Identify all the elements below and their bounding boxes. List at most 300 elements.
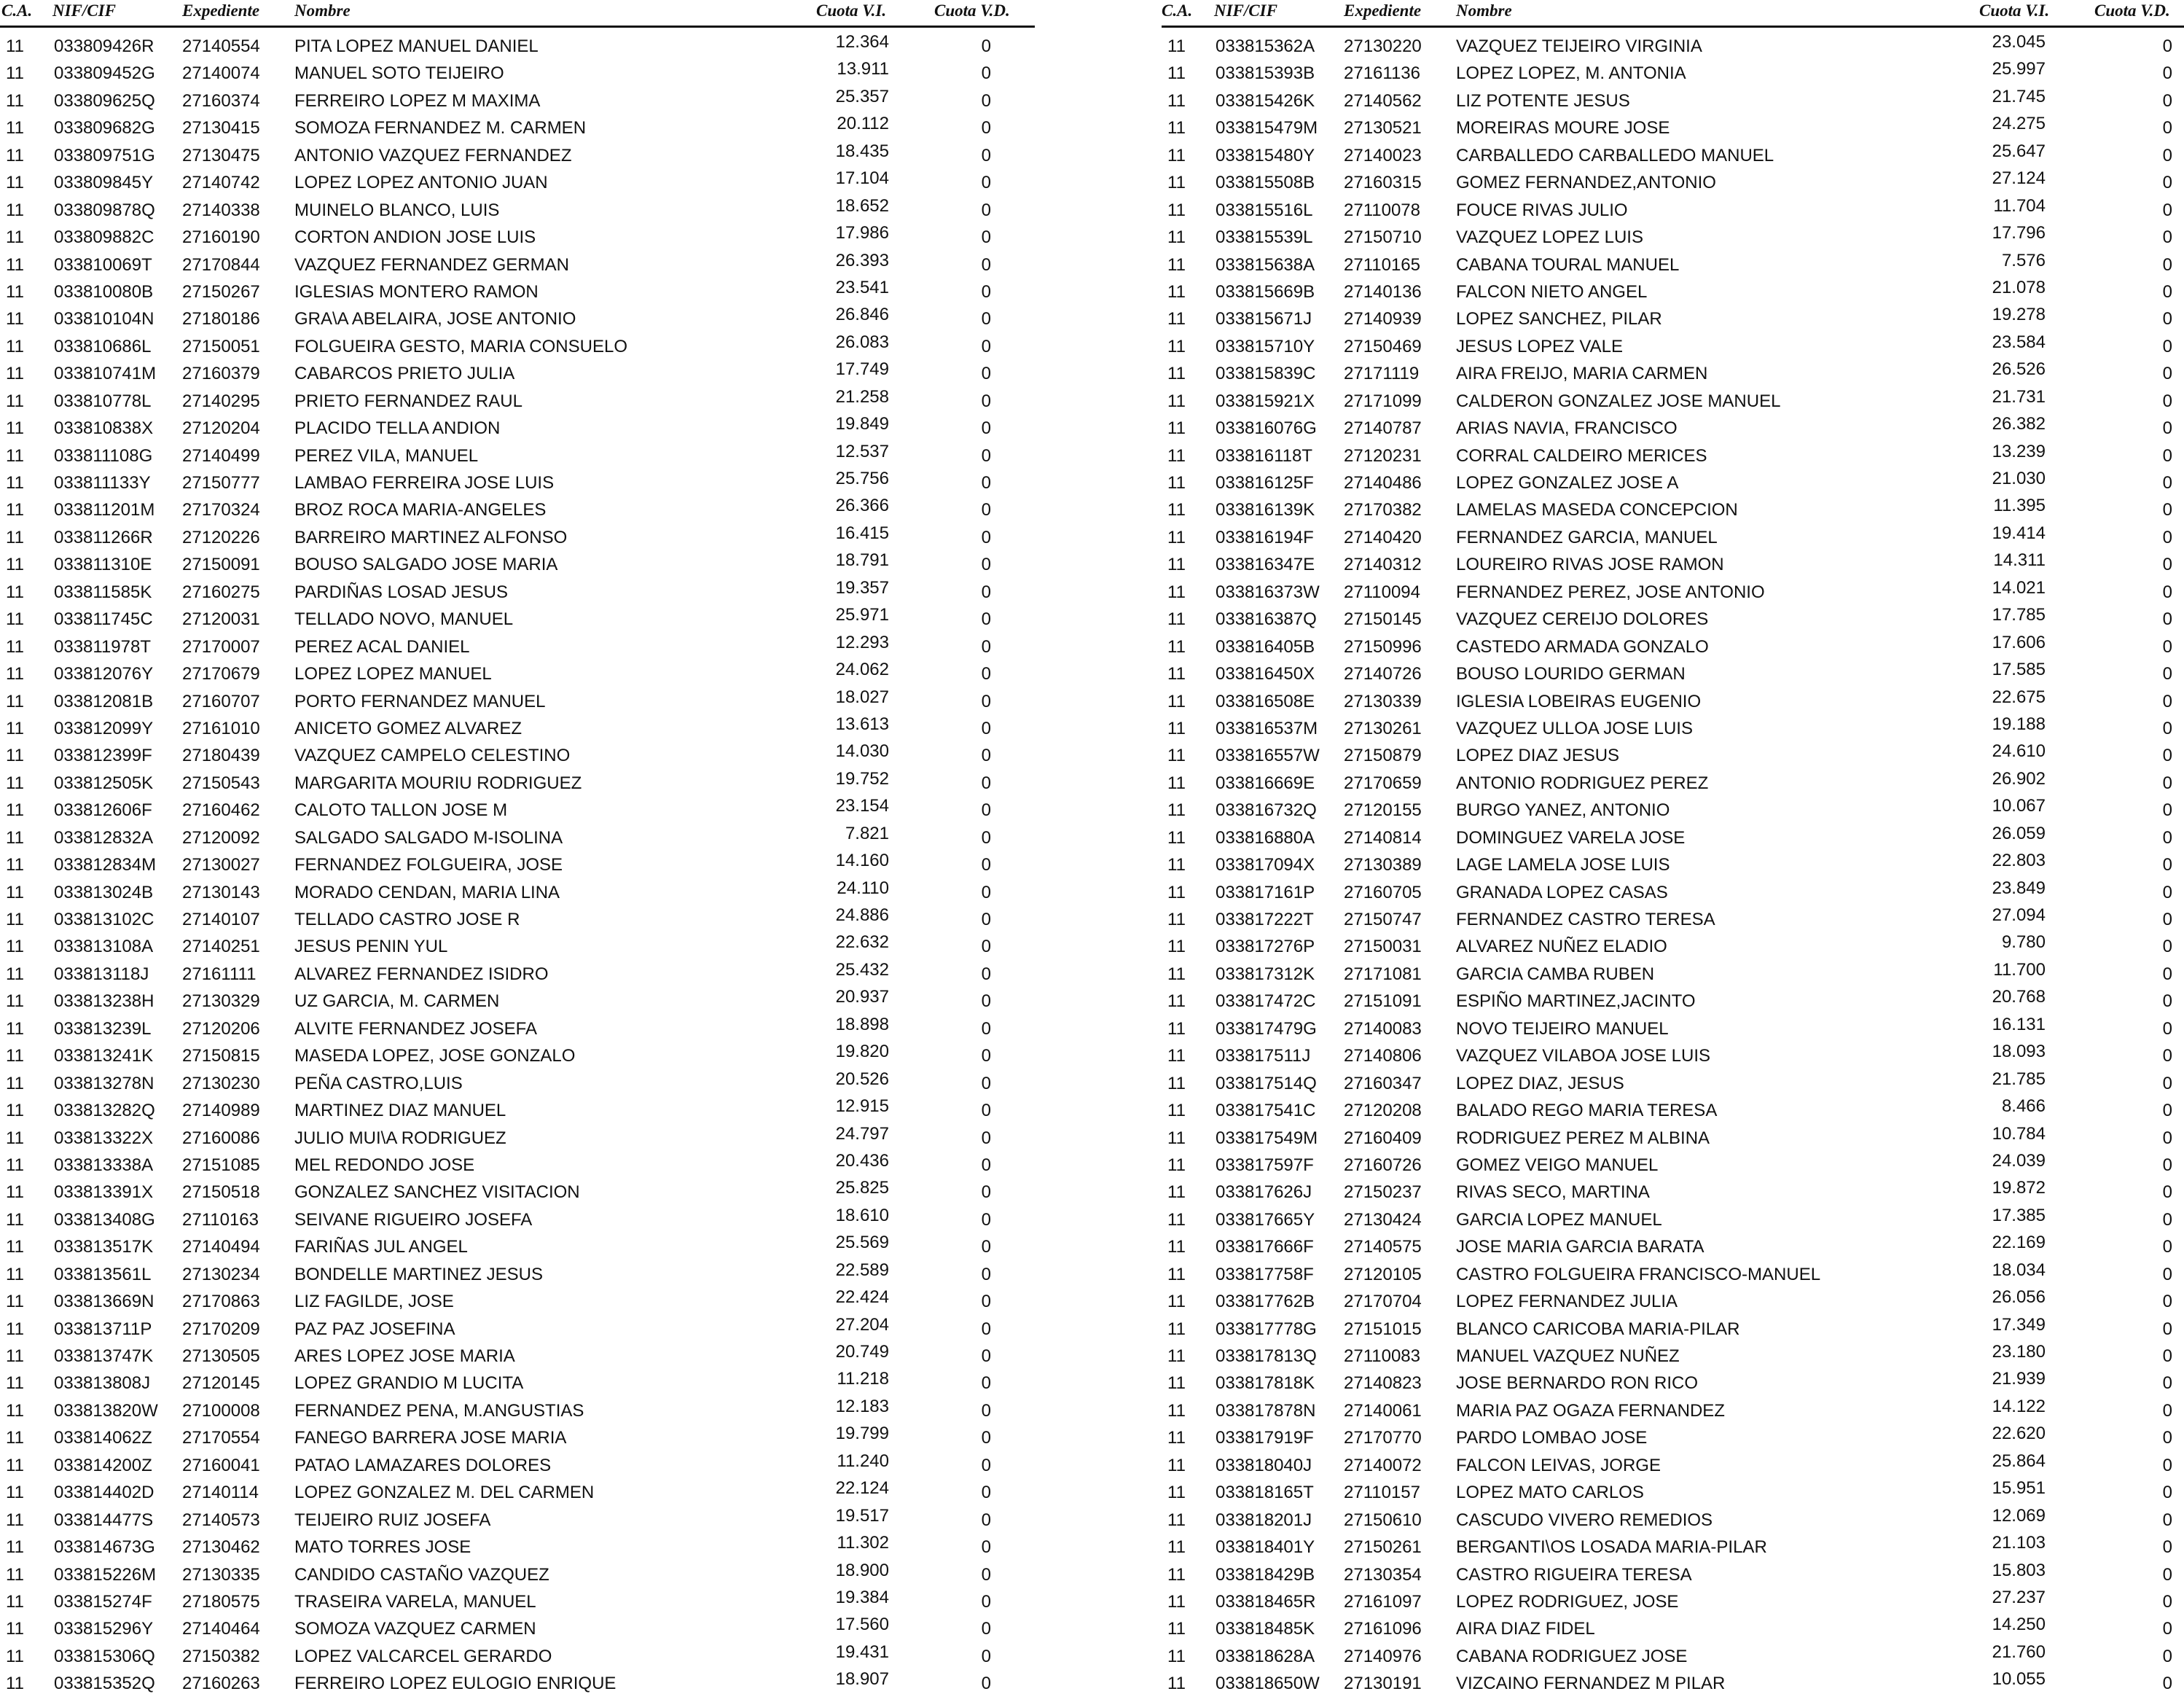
- cell-nif-cif: 033809882C: [54, 227, 154, 248]
- cell-cuota-vi: 23.045: [1992, 32, 2046, 52]
- cell-nombre: CABANA TOURAL MANUEL: [1456, 254, 1680, 275]
- cell-nombre: LOPEZ GRANDIO M LUCITA: [294, 1373, 524, 1394]
- cell-nif-cif: 033815362A: [1216, 36, 1315, 56]
- cell-expediente: 27130191: [1344, 1674, 1422, 1694]
- cell-cuota-vd: 0: [981, 1373, 991, 1394]
- cell-nombre: LOPEZ LOPEZ MANUEL: [294, 664, 492, 684]
- cell-cuota-vi: 18.791: [835, 550, 889, 571]
- cell-cuota-vd: 0: [2162, 145, 2172, 165]
- cell-ca: 11: [1167, 418, 1186, 439]
- cell-expediente: 27180439: [182, 746, 260, 766]
- table-row: [1162, 1585, 2184, 1612]
- cell-nombre: GRANADA LOPEZ CASAS: [1456, 882, 1668, 902]
- header-nif-cif: NIF/CIF: [52, 1, 116, 20]
- cell-cuota-vd: 0: [2162, 1209, 2172, 1230]
- cell-ca: 11: [6, 855, 24, 875]
- cell-nombre: PRIETO FERNANDEZ RAUL: [294, 391, 522, 411]
- cell-cuota-vd: 0: [981, 910, 991, 929]
- cell-nif-cif: 033818165T: [1216, 1483, 1314, 1503]
- cell-nombre: LIZ POTENTE JESUS: [1456, 90, 1630, 111]
- cell-cuota-vi: 23.154: [835, 796, 889, 816]
- cell-expediente: 27120092: [182, 827, 260, 848]
- table-row: [0, 875, 1035, 902]
- cell-cuota-vi: 24.110: [837, 878, 889, 898]
- cell-cuota-vd: 0: [2162, 1073, 2172, 1093]
- cell-nombre: VAZQUEZ CEREIJO DOLORES: [1456, 609, 1709, 630]
- cell-ca: 11: [1167, 964, 1186, 984]
- cell-ca: 11: [1167, 855, 1186, 875]
- table-row: [0, 193, 1035, 220]
- cell-nombre: JOSE BERNARDO RON RICO: [1456, 1373, 1699, 1394]
- table-row: [0, 439, 1035, 466]
- cell-ca: 11: [1167, 1483, 1186, 1503]
- cell-cuota-vi: 13.239: [1992, 441, 2046, 461]
- cell-nif-cif: 033809751G: [54, 145, 155, 165]
- table-row: [0, 738, 1035, 765]
- cell-expediente: 27110094: [1344, 582, 1420, 602]
- cell-nombre: MARIA PAZ OGAZA FERNANDEZ: [1456, 1400, 1725, 1421]
- cell-ca: 11: [6, 1292, 24, 1312]
- cell-ca: 11: [6, 1073, 24, 1093]
- cell-nombre: MOREIRAS MOURE JOSE: [1456, 118, 1670, 138]
- table-row: [1162, 1612, 2184, 1639]
- cell-expediente: 27150237: [1344, 1182, 1422, 1203]
- cell-cuota-vi: 11.704: [1993, 195, 2046, 216]
- cell-expediente: 27140083: [1344, 1018, 1422, 1039]
- cell-nif-cif: 033813561L: [54, 1264, 152, 1284]
- cell-ca: 11: [6, 964, 24, 984]
- cell-cuota-vi: 22.424: [835, 1287, 889, 1308]
- cell-cuota-vd: 0: [981, 1619, 991, 1639]
- cell-nombre: MARGARITA MOURIU RODRIGUEZ: [294, 773, 582, 793]
- cell-ca: 11: [1167, 1292, 1186, 1312]
- cell-nif-cif: 033816118T: [1216, 445, 1313, 466]
- cell-cuota-vd: 0: [2162, 1264, 2172, 1284]
- cell-cuota-vi: 17.986: [835, 223, 889, 243]
- cell-cuota-vi: 26.846: [835, 305, 889, 325]
- cell-ca: 11: [1167, 1182, 1186, 1203]
- cell-cuota-vi: 15.803: [1992, 1560, 2046, 1580]
- cell-ca: 11: [6, 500, 24, 520]
- table-row: [1162, 1312, 2184, 1339]
- table-row: [0, 902, 1035, 929]
- cell-nif-cif: 033815226M: [54, 1564, 157, 1585]
- cell-ca: 11: [6, 1155, 24, 1175]
- cell-nombre: CALOTO TALLON JOSE M: [294, 800, 508, 821]
- cell-ca: 11: [1167, 1674, 1186, 1694]
- cell-ca: 11: [6, 63, 24, 84]
- cell-cuota-vi: 26.059: [1992, 823, 2046, 843]
- cell-cuota-vi: 22.620: [1992, 1424, 2046, 1444]
- table-row: [0, 384, 1035, 411]
- cell-nombre: JOSE MARIA GARCIA BARATA: [1456, 1237, 1704, 1257]
- cell-cuota-vd: 0: [2162, 309, 2172, 329]
- cell-nif-cif: 033816125F: [1216, 473, 1314, 493]
- cell-nif-cif: 033817919F: [1216, 1428, 1314, 1448]
- table-row: [1162, 929, 2184, 956]
- cell-expediente: 27140338: [182, 200, 260, 220]
- cell-cuota-vd: 0: [2162, 336, 2172, 356]
- cell-cuota-vi: 14.160: [835, 851, 889, 871]
- cell-cuota-vi: 26.382: [1992, 414, 2046, 434]
- cell-expediente: 27130424: [1344, 1209, 1422, 1230]
- cell-cuota-vi: 10.067: [1992, 796, 2046, 816]
- left-table: [0, 0, 1035, 1694]
- cell-nombre: CORTON ANDION JOSE LUIS: [294, 227, 536, 248]
- cell-nif-cif: 033813808J: [54, 1373, 151, 1394]
- table-row: [0, 29, 1035, 56]
- cell-cuota-vi: 17.385: [1992, 1205, 2046, 1225]
- table-row: [1162, 1394, 2184, 1421]
- cell-ca: 11: [1167, 36, 1186, 56]
- cell-nombre: SALGADO SALGADO M-ISOLINA: [294, 827, 563, 848]
- cell-expediente: 27150267: [182, 281, 260, 302]
- cell-nif-cif: 033815539L: [1216, 227, 1313, 248]
- cell-nif-cif: 033815921X: [1216, 391, 1315, 411]
- cell-expediente: 27130143: [182, 882, 260, 902]
- cell-expediente: 27150051: [182, 336, 260, 356]
- cell-expediente: 27120145: [182, 1373, 260, 1394]
- cell-expediente: 27170382: [1344, 500, 1422, 520]
- cell-cuota-vd: 0: [981, 555, 991, 575]
- cell-expediente: 27150879: [1344, 746, 1422, 766]
- cell-nif-cif: 033813238H: [54, 991, 154, 1012]
- cell-cuota-vd: 0: [981, 882, 991, 902]
- cell-nif-cif: 033813669N: [54, 1292, 154, 1312]
- cell-cuota-vi: 18.900: [835, 1560, 889, 1580]
- cell-cuota-vd: 0: [981, 1591, 991, 1612]
- cell-cuota-vi: 19.872: [1992, 1178, 2046, 1198]
- cell-nombre: LOPEZ FERNANDEZ JULIA: [1456, 1292, 1678, 1312]
- cell-nombre: GARCIA CAMBA RUBEN: [1456, 964, 1655, 984]
- cell-ca: 11: [1167, 1209, 1186, 1230]
- cell-cuota-vd: 0: [981, 1646, 991, 1666]
- table-row: [1162, 984, 2184, 1011]
- cell-expediente: 27151015: [1344, 1319, 1422, 1339]
- cell-nif-cif: 033815710Y: [1216, 336, 1315, 356]
- cell-ca: 11: [1167, 1346, 1186, 1366]
- cell-nif-cif: 033811978T: [54, 636, 152, 657]
- table-row: [0, 302, 1035, 329]
- cell-ca: 11: [6, 746, 24, 766]
- cell-cuota-vi: 13.613: [835, 714, 889, 734]
- table-row: [1162, 1039, 2184, 1066]
- cell-cuota-vi: 19.278: [1992, 305, 2046, 325]
- cell-cuota-vd: 0: [981, 1101, 991, 1121]
- table-row: [0, 1175, 1035, 1202]
- cell-ca: 11: [6, 364, 24, 384]
- cell-cuota-vd: 0: [2162, 718, 2172, 738]
- cell-nombre: FOUCE RIVAS JULIO: [1456, 200, 1628, 220]
- cell-expediente: 27140312: [1344, 555, 1422, 575]
- cell-expediente: 27170659: [1344, 773, 1422, 793]
- cell-cuota-vd: 0: [2162, 1619, 2172, 1639]
- table-row: [1162, 547, 2184, 574]
- cell-nif-cif: 033817312K: [1216, 964, 1315, 984]
- cell-cuota-vi: 21.103: [1992, 1533, 2046, 1553]
- cell-ca: 11: [6, 1591, 24, 1612]
- cell-cuota-vi: 19.188: [1992, 714, 2046, 734]
- table-row: [1162, 329, 2184, 356]
- cell-expediente: 27170679: [182, 664, 260, 684]
- cell-nif-cif: 033817549M: [1216, 1128, 1318, 1148]
- cell-nif-cif: 033815671J: [1216, 309, 1312, 329]
- table-row: [0, 1530, 1035, 1557]
- table-row: [1162, 902, 2184, 929]
- cell-ca: 11: [1167, 1319, 1186, 1339]
- cell-expediente: 27150815: [182, 1046, 260, 1066]
- cell-cuota-vi: 21.078: [1992, 277, 2046, 297]
- cell-cuota-vd: 0: [981, 173, 991, 193]
- cell-cuota-vd: 0: [2162, 582, 2172, 602]
- cell-ca: 11: [1167, 827, 1186, 848]
- cell-expediente: 27130234: [182, 1264, 260, 1284]
- cell-nombre: CASTEDO ARMADA GONZALO: [1456, 636, 1709, 657]
- cell-expediente: 27150518: [182, 1182, 260, 1203]
- cell-ca: 11: [1167, 1128, 1186, 1148]
- table-row: [1162, 1093, 2184, 1120]
- cell-nif-cif: 033811585K: [54, 582, 152, 602]
- cell-cuota-vi: 17.749: [835, 359, 889, 380]
- cell-expediente: 27160462: [182, 800, 260, 821]
- table-row: [1162, 1475, 2184, 1502]
- table-row: [0, 929, 1035, 956]
- cell-nombre: VAZQUEZ CAMPELO CELESTINO: [294, 746, 571, 766]
- cell-cuota-vi: 25.569: [835, 1233, 889, 1253]
- cell-nif-cif: 033815296Y: [54, 1619, 154, 1639]
- cell-cuota-vi: 18.898: [835, 1014, 889, 1034]
- cell-ca: 11: [1167, 527, 1186, 547]
- table-row: [0, 575, 1035, 602]
- cell-expediente: 27170554: [182, 1428, 260, 1448]
- cell-nif-cif: 033817813Q: [1216, 1346, 1317, 1366]
- table-row: [1162, 1203, 2184, 1230]
- cell-nif-cif: 033815508B: [1216, 173, 1315, 193]
- cell-cuota-vd: 0: [981, 937, 991, 957]
- header-cuota-vd: Cuota V.D.: [934, 1, 1010, 20]
- cell-ca: 11: [6, 1128, 24, 1148]
- cell-nombre: FANEGO BARRERA JOSE MARIA: [294, 1428, 567, 1448]
- table-row: [0, 1639, 1035, 1666]
- cell-ca: 11: [1167, 1264, 1186, 1284]
- cell-cuota-vi: 26.056: [1992, 1287, 2046, 1308]
- cell-nif-cif: 033812832A: [54, 827, 154, 848]
- cell-cuota-vd: 0: [981, 63, 991, 84]
- cell-nombre: GOMEZ FERNANDEZ,ANTONIO: [1456, 173, 1716, 193]
- cell-cuota-vd: 0: [981, 800, 991, 821]
- cell-cuota-vd: 0: [2162, 1564, 2172, 1585]
- cell-ca: 11: [1167, 1510, 1186, 1530]
- cell-cuota-vd: 0: [2162, 1292, 2172, 1312]
- table-row: [0, 1121, 1035, 1148]
- cell-nombre: PARDO LOMBAO JOSE: [1456, 1428, 1648, 1448]
- cell-nif-cif: 033817626J: [1216, 1182, 1312, 1203]
- cell-nif-cif: 033817878N: [1216, 1400, 1316, 1421]
- table-row: [0, 1448, 1035, 1475]
- cell-cuota-vd: 0: [981, 1428, 991, 1448]
- cell-cuota-vi: 12.364: [835, 32, 889, 52]
- cell-cuota-vi: 26.526: [1992, 359, 2046, 380]
- table-row: [1162, 738, 2184, 765]
- cell-cuota-vi: 25.756: [835, 469, 889, 488]
- cell-nombre: ESPIÑO MARTINEZ,JACINTO: [1456, 991, 1696, 1012]
- cell-cuota-vd: 0: [981, 746, 991, 766]
- cell-nombre: BONDELLE MARTINEZ JESUS: [294, 1264, 543, 1284]
- cell-cuota-vd: 0: [981, 827, 991, 848]
- table-row: [1162, 411, 2184, 438]
- table-row: [1162, 630, 2184, 657]
- cell-expediente: 27150543: [182, 773, 260, 793]
- cell-cuota-vd: 0: [981, 90, 991, 111]
- cell-nif-cif: 033816373W: [1216, 582, 1320, 602]
- cell-ca: 11: [1167, 1155, 1186, 1175]
- cell-nif-cif: 033817479G: [1216, 1018, 1317, 1039]
- cell-cuota-vd: 0: [2162, 746, 2172, 766]
- cell-nif-cif: 033818485K: [1216, 1619, 1315, 1639]
- cell-cuota-vd: 0: [2162, 910, 2172, 929]
- table-row: [0, 602, 1035, 629]
- cell-cuota-vd: 0: [2162, 1510, 2172, 1530]
- cell-ca: 11: [6, 609, 24, 630]
- cell-expediente: 27130230: [182, 1073, 260, 1093]
- cell-ca: 11: [6, 800, 24, 821]
- cell-cuota-vd: 0: [2162, 200, 2172, 220]
- table-row: [0, 1093, 1035, 1120]
- cell-cuota-vi: 24.886: [835, 905, 889, 925]
- cell-cuota-vi: 20.526: [835, 1069, 889, 1089]
- header-cuota-vi: Cuota V.I.: [816, 1, 887, 20]
- cell-cuota-vi: 20.112: [837, 114, 889, 134]
- cell-cuota-vd: 0: [981, 609, 991, 630]
- cell-ca: 11: [1167, 391, 1186, 411]
- cell-ca: 11: [1167, 1400, 1186, 1421]
- table-header: [1162, 0, 2184, 29]
- cell-nombre: ARIAS NAVIA, FRANCISCO: [1456, 418, 1678, 439]
- cell-ca: 11: [1167, 664, 1186, 684]
- cell-expediente: 27150469: [1344, 336, 1422, 356]
- cell-nif-cif: 033809878Q: [54, 200, 155, 220]
- cell-ca: 11: [1167, 991, 1186, 1012]
- cell-expediente: 27120231: [1344, 445, 1422, 466]
- cell-ca: 11: [1167, 937, 1186, 957]
- cell-nombre: RODRIGUEZ PEREZ M ALBINA: [1456, 1128, 1710, 1148]
- cell-expediente: 27161111: [182, 964, 257, 984]
- cell-ca: 11: [6, 827, 24, 848]
- table-row: [1162, 1639, 2184, 1666]
- cell-nif-cif: 033809452G: [54, 63, 155, 84]
- cell-nif-cif: 033813108A: [54, 937, 154, 957]
- cell-cuota-vd: 0: [2162, 991, 2172, 1012]
- cell-expediente: 27150031: [1344, 937, 1422, 957]
- cell-expediente: 27150747: [1344, 910, 1422, 929]
- cell-nombre: VAZQUEZ FERNANDEZ GERMAN: [294, 254, 569, 275]
- cell-cuota-vd: 0: [981, 1182, 991, 1203]
- cell-cuota-vi: 15.951: [1992, 1478, 2046, 1499]
- cell-ca: 11: [6, 445, 24, 466]
- cell-cuota-vi: 17.796: [1992, 223, 2046, 243]
- cell-nombre: ANTONIO RODRIGUEZ PEREZ: [1456, 773, 1709, 793]
- cell-expediente: 27151091: [1344, 991, 1422, 1012]
- cell-cuota-vd: 0: [981, 418, 991, 439]
- cell-cuota-vi: 18.435: [835, 141, 889, 161]
- cell-cuota-vd: 0: [2162, 527, 2172, 547]
- cell-nombre: RIVAS SECO, MARTINA: [1456, 1182, 1650, 1203]
- right-table: [1162, 0, 2184, 1694]
- cell-ca: 11: [6, 773, 24, 793]
- cell-nombre: MARTINEZ DIAZ MANUEL: [294, 1101, 506, 1121]
- cell-expediente: 27161096: [1344, 1619, 1422, 1639]
- cell-cuota-vd: 0: [981, 1483, 991, 1503]
- cell-ca: 11: [6, 1564, 24, 1585]
- cell-nombre: ALVAREZ FERNANDEZ ISIDRO: [294, 964, 549, 984]
- cell-expediente: 27110157: [1344, 1483, 1420, 1503]
- cell-cuota-vi: 17.785: [1992, 605, 2046, 625]
- cell-cuota-vi: 21.939: [1992, 1369, 2046, 1389]
- cell-nombre: IGLESIAS MONTERO RAMON: [294, 281, 539, 302]
- cell-nombre: PARDIÑAS LOSAD JESUS: [294, 582, 508, 602]
- cell-nombre: FERNANDEZ PEREZ, JOSE ANTONIO: [1456, 582, 1765, 602]
- cell-cuota-vi: 26.393: [835, 250, 889, 270]
- cell-expediente: 27150710: [1344, 227, 1422, 248]
- table-row: [1162, 1121, 2184, 1148]
- cell-expediente: 27161010: [182, 718, 260, 738]
- cell-expediente: 27140976: [1344, 1646, 1422, 1666]
- table-row: [1162, 1421, 2184, 1448]
- table-row: [1162, 1503, 2184, 1530]
- cell-nif-cif: 033811745C: [54, 609, 153, 630]
- cell-ca: 11: [1167, 582, 1186, 602]
- cell-nombre: FARIÑAS JUL ANGEL: [294, 1237, 468, 1257]
- cell-nombre: PITA LOPEZ MANUEL DANIEL: [294, 36, 539, 56]
- cell-cuota-vd: 0: [2162, 964, 2172, 984]
- cell-cuota-vd: 0: [981, 1455, 991, 1475]
- cell-cuota-vi: 17.606: [1992, 632, 2046, 652]
- cell-nombre: LAGE LAMELA JOSE LUIS: [1456, 855, 1670, 875]
- cell-expediente: 27100008: [182, 1400, 260, 1421]
- cell-cuota-vd: 0: [2162, 1483, 2172, 1503]
- cell-expediente: 27140114: [182, 1483, 259, 1503]
- cell-expediente: 27120155: [1344, 800, 1422, 821]
- cell-cuota-vd: 0: [2162, 1101, 2172, 1121]
- cell-nombre: CASCUDO VIVERO REMEDIOS: [1456, 1510, 1713, 1530]
- cell-expediente: 27170844: [182, 254, 260, 275]
- cell-nif-cif: 033817222T: [1216, 910, 1314, 929]
- cell-nif-cif: 033810741M: [54, 364, 157, 384]
- cell-expediente: 27130335: [182, 1564, 260, 1585]
- cell-nif-cif: 033816537M: [1216, 718, 1318, 738]
- cell-nombre: VIZCAINO FERNANDEZ M PILAR: [1456, 1674, 1726, 1694]
- cell-expediente: 27151085: [182, 1155, 260, 1175]
- cell-nif-cif: 033817094X: [1216, 855, 1315, 875]
- cell-ca: 11: [6, 1046, 24, 1066]
- cell-ca: 11: [1167, 200, 1186, 220]
- cell-ca: 11: [1167, 281, 1186, 302]
- cell-nombre: GARCIA LOPEZ MANUEL: [1456, 1209, 1662, 1230]
- cell-cuota-vi: 26.366: [835, 496, 889, 516]
- cell-cuota-vi: 18.093: [1992, 1042, 2046, 1062]
- cell-nombre: BURGO YANEZ, ANTONIO: [1456, 800, 1670, 821]
- cell-ca: 11: [6, 90, 24, 111]
- cell-expediente: 27140251: [182, 937, 260, 957]
- cell-nif-cif: 033810838X: [54, 418, 154, 439]
- cell-cuota-vd: 0: [2162, 1428, 2172, 1448]
- cell-expediente: 27110083: [1344, 1346, 1420, 1366]
- cell-cuota-vd: 0: [981, 500, 991, 520]
- cell-expediente: 27161136: [1344, 63, 1420, 84]
- cell-cuota-vd: 0: [2162, 1591, 2172, 1612]
- cell-cuota-vi: 12.537: [835, 441, 889, 461]
- cell-cuota-vd: 0: [2162, 418, 2172, 439]
